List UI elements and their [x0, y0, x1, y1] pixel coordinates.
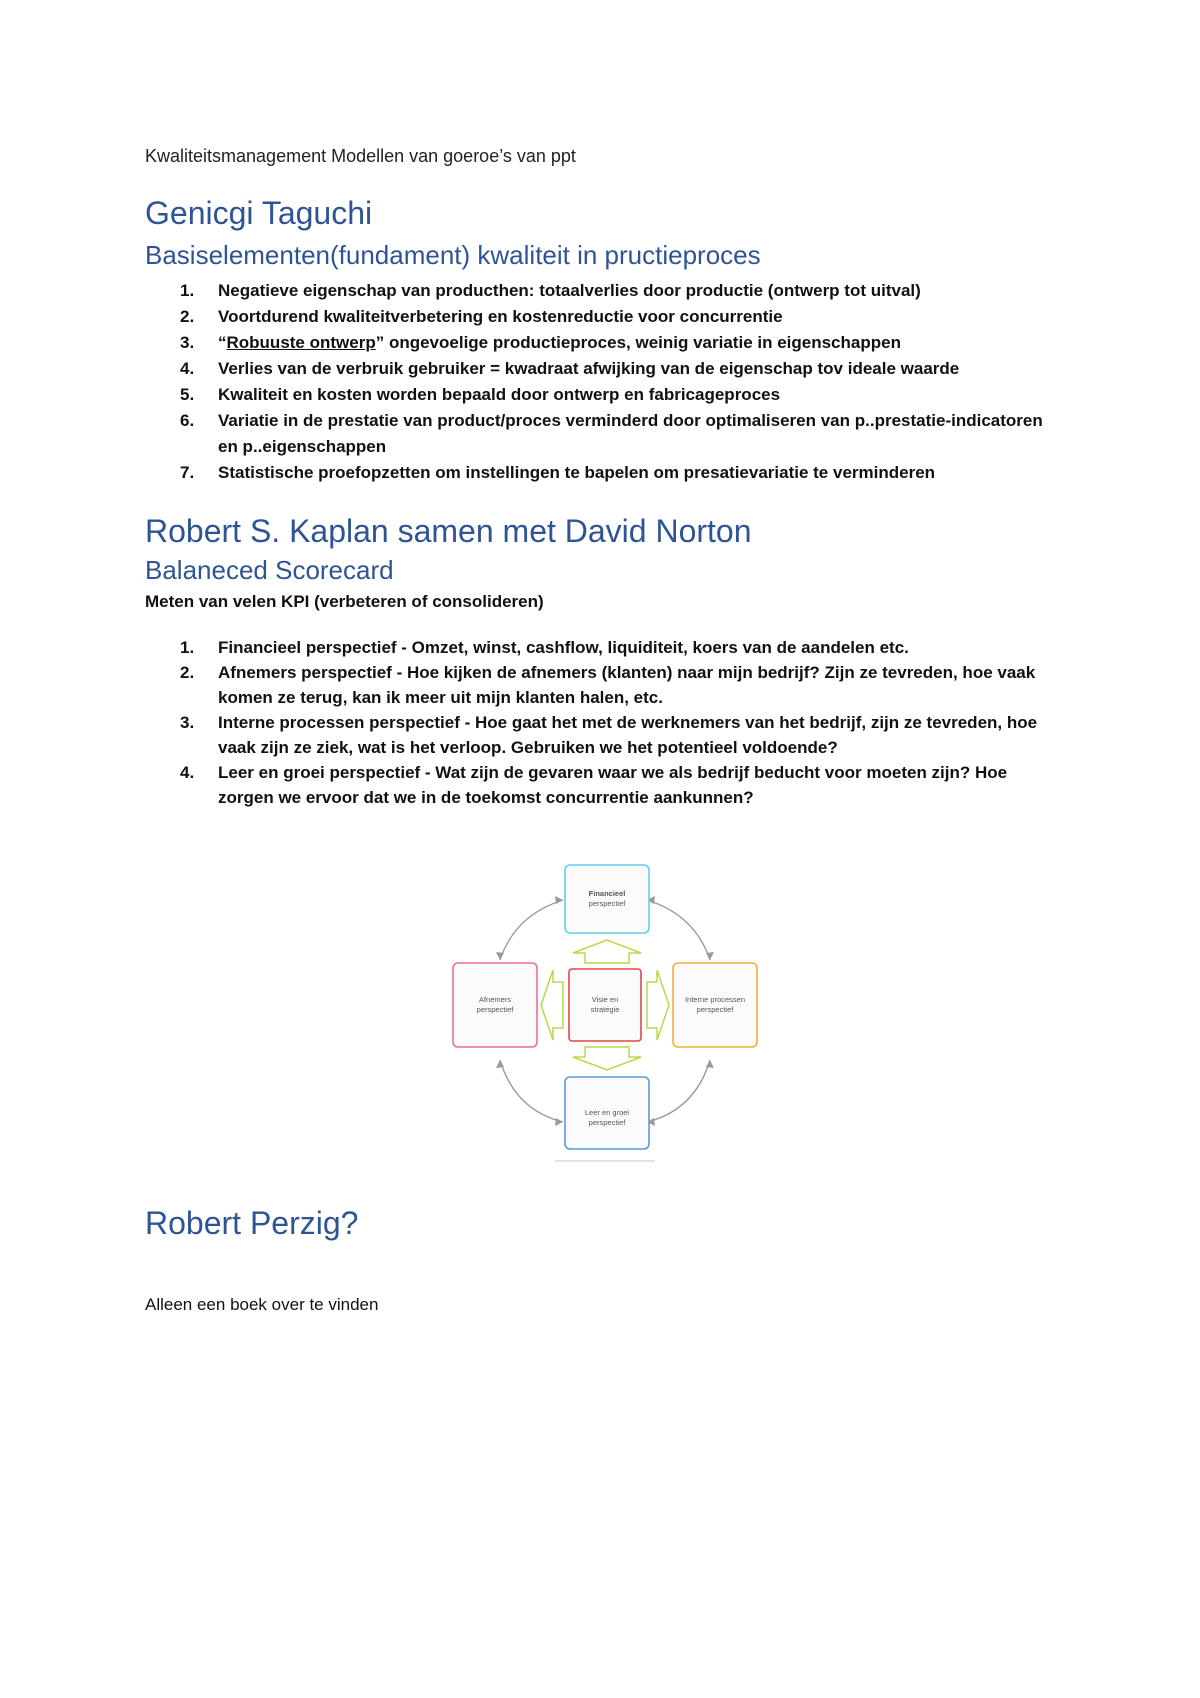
label-left-1: Afnemers	[478, 995, 512, 1004]
label-right-1: Interne processen	[684, 995, 746, 1004]
arrowhead	[555, 1118, 563, 1126]
connector-bottom-right	[647, 1060, 710, 1122]
label-bottom-2: perspectief	[588, 1118, 626, 1127]
list-item: 5. Kwaliteit en kosten worden bepaald door ontwerp en fabricageproces	[180, 385, 781, 404]
taguchi-list	[145, 278, 1065, 486]
label-top-1: Financieel	[588, 889, 626, 898]
label-center-1: Visie en	[591, 995, 619, 1004]
label-right-2: perspectief	[696, 1005, 734, 1014]
arrowhead	[555, 896, 563, 904]
underlined-term: Robuuste ontwerp	[226, 333, 376, 352]
label-center-2: strategie	[590, 1005, 620, 1014]
list-item: 2. Afnemers perspectief - Hoe kijken de afnemers (klanten) naar mijn bedrijf? Zijn ze tevreden, hoe vaak komen ze terug, kan ik meer uit mijn klanten halen, etc.	[180, 663, 1036, 707]
list-item: 3. Interne processen perspectief - Hoe gaat het met de werknemers van het bedrijf, zijn ze tevreden, hoe vaak zijn ze ziek, wat is het verloop. Gebruiken we het potentieel voldoende?	[180, 713, 1038, 757]
label-bottom-1: Leer en groei	[584, 1108, 630, 1117]
connector-top-left	[500, 900, 563, 960]
subheading-balanced-scorecard: Balaneced Scorecard	[145, 555, 394, 585]
kaplan-list	[145, 635, 1065, 810]
arrow-left	[541, 970, 563, 1040]
kaplan-intro: Meten van velen KPI (verbeteren of consolideren)	[145, 592, 544, 611]
label-top-2: perspectief	[588, 899, 626, 908]
arrow-right	[647, 970, 669, 1040]
list-item: 3. “Robuuste ontwerp” ongevoelige productieproces, weinig variatie in eigenschappen	[180, 333, 901, 352]
balanced-scorecard-diagram	[445, 860, 765, 1170]
perzig-text: Alleen een boek over te vinden	[145, 1295, 379, 1314]
list-item: 2. Voortdurend kwaliteitverbetering en kostenreductie voor concurrentie	[180, 307, 783, 326]
list-item: 1. Financieel perspectief - Omzet, winst, cashflow, liquiditeit, koers van de aandelen etc.	[180, 638, 909, 657]
heading-kaplan: Robert S. Kaplan samen met David Norton	[145, 513, 752, 549]
diagram-svg	[445, 860, 765, 1170]
connector-bottom-left	[500, 1060, 563, 1122]
list-item: 1. Negatieve eigenschap van producthen: totaalverlies door productie (ontwerp tot uitval)	[180, 281, 921, 300]
caption-placeholder	[555, 1160, 655, 1162]
arrowhead	[496, 952, 504, 960]
arrow-up	[573, 940, 641, 963]
list-item: 6. Variatie in de prestatie van product/proces verminderd door optimaliseren van p..prestatie-indicatoren en p..eigenschappen	[180, 411, 1043, 456]
label-left-2: perspectief	[476, 1005, 514, 1014]
arrowhead	[706, 1060, 714, 1068]
document-header: Kwaliteitsmanagement Modellen van goeroe’s van ppt	[145, 146, 576, 166]
heading-perzig: Robert Perzig?	[145, 1205, 359, 1241]
connector-top-right	[647, 900, 710, 960]
list-item: 4. Verlies van de verbruik gebruiker = kwadraat afwijking van de eigenschap tov ideale waarde	[180, 359, 960, 378]
subheading-basiselementen: Basiselementen(fundament) kwaliteit in pructieproces	[145, 240, 761, 270]
arrowhead	[706, 952, 714, 960]
arrowhead	[496, 1060, 504, 1068]
list-item: 7. Statistische proefopzetten om instellingen te bapelen om presatievariatie te verminderen	[180, 463, 936, 482]
list-item: 4. Leer en groei perspectief - Wat zijn de gevaren waar we als bedrijf beducht voor moeten zijn? Hoe zorgen we ervoor dat we in de toekomst concurrentie aankunnen?	[180, 763, 1008, 807]
arrow-down	[573, 1047, 641, 1070]
heading-taguchi: Genicgi Taguchi	[145, 195, 373, 231]
